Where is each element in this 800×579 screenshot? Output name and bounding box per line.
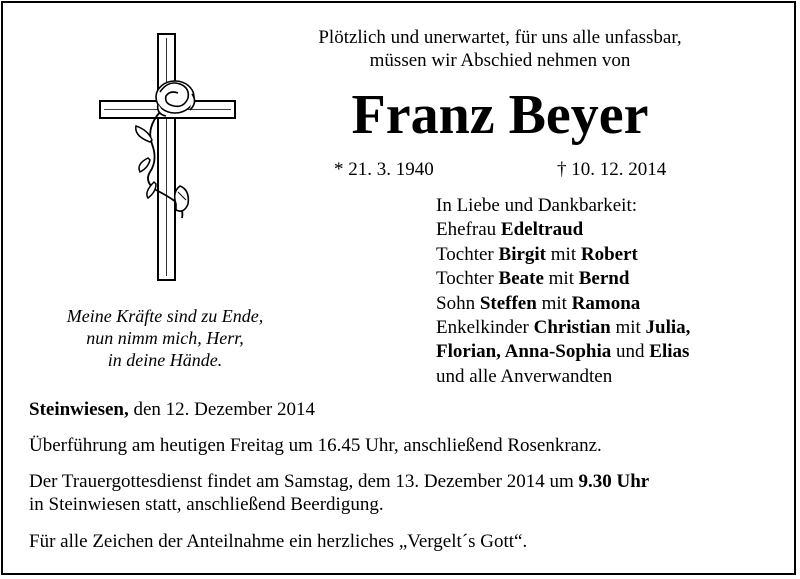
family-line-wife: Ehefrau Edeltraud <box>436 219 584 241</box>
family-heading: In Liebe und Dankbarkeit: <box>436 195 638 216</box>
intro-text <box>290 26 710 72</box>
place-date: Steinwiesen, den 12. Dezember 2014 <box>29 399 315 420</box>
family-line-daughter-2: Tochter Beate mit Bernd <box>436 268 630 290</box>
death-date: † 10. 12. 2014 <box>557 159 667 180</box>
cross-with-rose-icon <box>98 32 243 287</box>
bible-quote: Meine Kräfte sind zu Ende, nun nimm mich, Herr, in deine Hände. <box>66 306 264 370</box>
family-line-son: Sohn Steffen mit Ramona <box>436 292 641 314</box>
family-line-daughter-1: Tochter Birgit mit Robert <box>436 243 638 265</box>
family-line-grandchildren-2: Florian, Anna-Sophia und Elias <box>436 341 690 363</box>
family-line-grandchildren: Enkelkinder Christian mit Julia, <box>436 317 691 339</box>
intro-line-1: Plötzlich und unerwartet, für uns alle unfassbar, <box>318 27 682 48</box>
birth-date: * 21. 3. 1940 <box>334 159 434 180</box>
transfer-info: Überführung am heutigen Freitag um 16.45 Uhr, anschließend Rosenkranz. <box>29 435 602 456</box>
family-list <box>436 194 690 389</box>
service-info: Der Trauergottesdienst findet am Samstag, dem 13. Dezember 2014 um 9.30 Uhr in Steinwiesen statt, anschließend Beerdigung. <box>29 471 650 515</box>
thanks-line: Für alle Zeichen der Anteilnahme ein herzliches „Vergelt´s Gott“. <box>29 531 528 552</box>
deceased-name: Franz Beyer <box>351 84 649 146</box>
intro-line-2: müssen wir Abschied nehmen von <box>369 50 631 71</box>
family-line-relatives: und alle Anverwandten <box>436 365 613 387</box>
